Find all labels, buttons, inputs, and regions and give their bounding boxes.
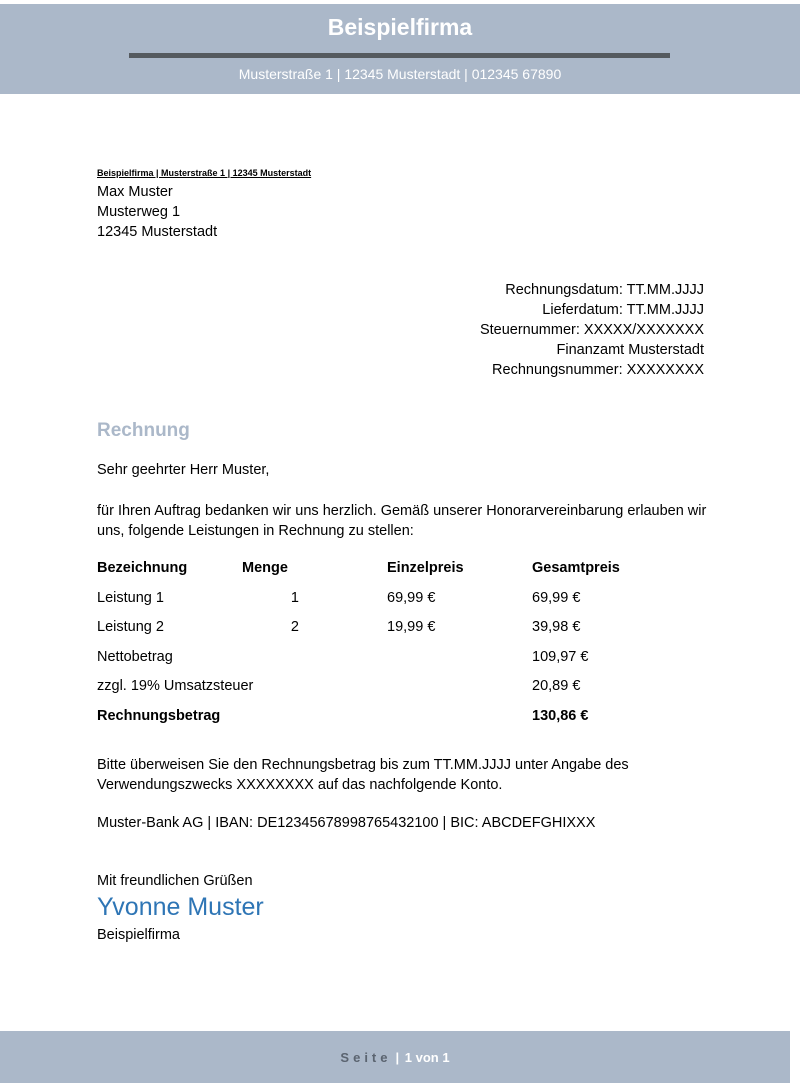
item-unit-price: 69,99 € [387,589,436,606]
company-contact: Musterstraße 1 | 12345 Musterstadt | 012345 67890 [238,66,562,82]
page-separator: | [395,1050,400,1065]
page-info: 1 von 1 [404,1050,450,1065]
item-name: Leistung 1 [97,589,164,606]
recipient-name: Max Muster [97,184,173,200]
invoice-meta [480,280,704,380]
item-qty: 2 [290,619,299,635]
net-amount-value: 109,97 € [532,648,589,665]
letterhead [0,4,800,94]
payment-instructions: Bitte überweisen Sie den Rechnungsbetrag bis zum TT.MM.JJJJ unter Angabe des Verwendungszwecks XXXXXXXX auf das nachfolgende Konto. [97,757,629,793]
column-header-qty: Menge [242,560,288,576]
vat-value: 20,89 € [532,678,581,694]
grand-total-value: 130,86 € [532,707,589,724]
column-header-unit-price: Einzelpreis [387,560,464,576]
grand-total-label: Rechnungsbetrag [97,707,221,724]
item-unit-price: 19,99 € [387,619,436,635]
column-header-total: Gesamtpreis [532,560,620,576]
page-word: Seite [340,1050,392,1065]
company-name: Beispielfirma [327,14,473,40]
document-title: Rechnung [97,420,190,441]
closing-phrase: Mit freundlichen Grüßen [97,873,253,889]
invoice-date: Rechnungsdatum: TT.MM.JJJJ [505,282,704,298]
signature-name: Yvonne Muster [97,893,264,921]
net-amount-label: Nettobetrag [97,648,173,665]
recipient-city: 12345 Musterstadt [97,224,218,240]
tax-number: Steuernummer: XXXXX/XXXXXXX [479,322,704,338]
column-header-name: Bezeichnung [97,560,188,576]
page-number [0,1050,790,1065]
page-footer [0,1031,790,1083]
signature-company: Beispielfirma [97,927,180,943]
intro-paragraph: für Ihren Auftrag bedanken wir uns herzlich. Gemäß unserer Honorarvereinbarung erlauben wir uns, folgende Leistungen in Rechnung zu stellen: [97,503,707,539]
recipient-address [97,182,217,242]
header-divider [129,53,670,58]
vat-label: zzgl. 19% Umsatzsteuer [97,678,254,694]
item-qty: 1 [290,589,299,606]
item-name: Leistung 2 [97,619,164,635]
tax-office: Finanzamt Musterstadt [556,342,704,358]
item-total: 69,99 € [532,589,581,606]
salutation: Sehr geehrter Herr Muster, [97,462,270,478]
bank-details: Muster-Bank AG | IBAN: DE12345678998765432100 | BIC: ABCDEFGHIXXX [97,815,596,831]
recipient-street: Musterweg 1 [97,204,181,220]
invoice-number: Rechnungsnummer: XXXXXXXX [492,362,704,378]
delivery-date: Lieferdatum: TT.MM.JJJJ [542,302,704,318]
sender-return-address: Beispielfirma | Musterstraße 1 | 12345 Musterstadt [97,168,312,178]
item-total: 39,98 € [532,619,581,635]
